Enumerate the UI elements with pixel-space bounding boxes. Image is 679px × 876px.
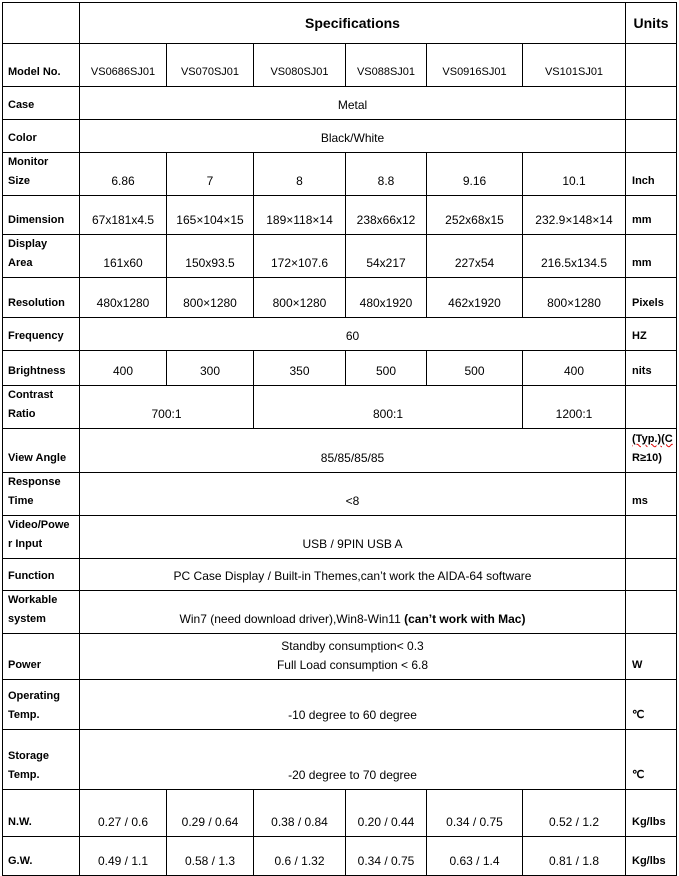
contrast-row (3, 386, 677, 429)
display-area-cell: 172×107.6 (254, 235, 346, 278)
unit-cell (626, 559, 677, 591)
monitor-size-unit: Inch (626, 153, 677, 196)
contrast-cell: 700:1 (80, 386, 254, 429)
unit-cell (626, 120, 677, 153)
operating-temp-unit: ℃ (626, 680, 677, 730)
video-power-value: USB / 9PIN USB A (80, 516, 626, 559)
resolution-cell: 480x1920 (346, 278, 427, 318)
function-value: PC Case Display / Built-in Themes,can’t work the AIDA-64 software (80, 559, 626, 591)
resolution-cell: 800×1280 (254, 278, 346, 318)
brightness-cell: 500 (427, 351, 523, 386)
gross-weight-cell: 0.49 / 1.1 (80, 837, 167, 876)
display-area-unit: mm (626, 235, 677, 278)
display-area-cell: 54x217 (346, 235, 427, 278)
brightness-row (3, 351, 677, 386)
power-row (3, 634, 677, 680)
brightness-cell: 300 (167, 351, 254, 386)
color-row (3, 120, 677, 153)
unit-cell (626, 591, 677, 634)
video-power-label: Video/Powe r Input (3, 516, 80, 559)
power-value: Standby consumption< 0.3 Full Load consumption < 6.8 (80, 634, 626, 680)
header-row (3, 3, 677, 44)
unit-cell (626, 87, 677, 120)
resolution-unit: Pixels (626, 278, 677, 318)
dimension-cell: 232.9×148×14 (523, 196, 626, 235)
display-area-row (3, 235, 677, 278)
power-label: Power (3, 634, 80, 680)
view-angle-label: View Angle (3, 429, 80, 473)
gross-weight-cell: 0.63 / 1.4 (427, 837, 523, 876)
model-cell: VS070SJ01 (167, 44, 254, 87)
brightness-label: Brightness (3, 351, 80, 386)
brightness-cell: 400 (523, 351, 626, 386)
dimension-cell: 189×118×14 (254, 196, 346, 235)
gross-weight-label: G.W. (3, 837, 80, 876)
model-cell: VS101SJ01 (523, 44, 626, 87)
frequency-value: 60 (80, 318, 626, 351)
dimension-cell: 165×104×15 (167, 196, 254, 235)
unit-cell (626, 386, 677, 429)
contrast-label: Contrast Ratio (3, 386, 80, 429)
contrast-cell: 800:1 (254, 386, 523, 429)
monitor-size-row (3, 153, 677, 196)
dimension-unit: mm (626, 196, 677, 235)
workable-row (3, 591, 677, 634)
net-weight-cell: 0.34 / 0.75 (427, 790, 523, 837)
display-area-cell: 227x54 (427, 235, 523, 278)
frequency-row (3, 318, 677, 351)
dimension-label: Dimension (3, 196, 80, 235)
frequency-unit: HZ (626, 318, 677, 351)
display-area-cell: 216.5x134.5 (523, 235, 626, 278)
storage-temp-unit: ℃ (626, 730, 677, 790)
video-power-row (3, 516, 677, 559)
net-weight-cell: 0.27 / 0.6 (80, 790, 167, 837)
corner-cell (3, 3, 80, 44)
resolution-cell: 462x1920 (427, 278, 523, 318)
response-value: <8 (80, 473, 626, 516)
display-area-cell: 150x93.5 (167, 235, 254, 278)
monitor-size-cell: 9.16 (427, 153, 523, 196)
dimension-cell: 238x66x12 (346, 196, 427, 235)
gross-weight-cell: 0.58 / 1.3 (167, 837, 254, 876)
specifications-heading: Specifications (80, 3, 626, 44)
net-weight-label: N.W. (3, 790, 80, 837)
color-value: Black/White (80, 120, 626, 153)
resolution-label: Resolution (3, 278, 80, 318)
dimension-row (3, 196, 677, 235)
response-label: Response Time (3, 473, 80, 516)
operating-temp-label: Operating Temp. (3, 680, 80, 730)
resolution-row (3, 278, 677, 318)
case-label: Case (3, 87, 80, 120)
contrast-cell: 1200:1 (523, 386, 626, 429)
case-value: Metal (80, 87, 626, 120)
function-row (3, 559, 677, 591)
resolution-cell: 480x1280 (80, 278, 167, 318)
operating-temp-row (3, 680, 677, 730)
unit-cell (626, 516, 677, 559)
operating-temp-value: -10 degree to 60 degree (80, 680, 626, 730)
gross-weight-cell: 0.6 / 1.32 (254, 837, 346, 876)
model-label: Model No. (3, 44, 80, 87)
view-angle-row (3, 429, 677, 473)
units-heading: Units (626, 3, 677, 44)
brightness-cell: 500 (346, 351, 427, 386)
frequency-label: Frequency (3, 318, 80, 351)
storage-temp-label: Storage Temp. (3, 730, 80, 790)
color-label: Color (3, 120, 80, 153)
net-weight-row (3, 790, 677, 837)
gross-weight-cell: 0.34 / 0.75 (346, 837, 427, 876)
workable-label: Workable system (3, 591, 80, 634)
dimension-cell: 252x68x15 (427, 196, 523, 235)
model-cell: VS088SJ01 (346, 44, 427, 87)
workable-value: Win7 (need download driver),Win8-Win11 (can’t work with Mac) (80, 591, 626, 634)
monitor-size-cell: 6.86 (80, 153, 167, 196)
monitor-size-cell: 7 (167, 153, 254, 196)
monitor-size-cell: 8.8 (346, 153, 427, 196)
display-area-label: Display Area (3, 235, 80, 278)
net-weight-cell: 0.52 / 1.2 (523, 790, 626, 837)
resolution-cell: 800×1280 (523, 278, 626, 318)
gross-weight-unit: Kg/lbs (626, 837, 677, 876)
storage-temp-value: -20 degree to 70 degree (80, 730, 626, 790)
monitor-size-cell: 10.1 (523, 153, 626, 196)
function-label: Function (3, 559, 80, 591)
view-angle-value: 85/85/85/85 (80, 429, 626, 473)
net-weight-cell: 0.29 / 0.64 (167, 790, 254, 837)
model-cell: VS080SJ01 (254, 44, 346, 87)
response-row (3, 473, 677, 516)
brightness-unit: nits (626, 351, 677, 386)
net-weight-unit: Kg/lbs (626, 790, 677, 837)
storage-temp-row (3, 730, 677, 790)
dimension-cell: 67x181x4.5 (80, 196, 167, 235)
monitor-size-cell: 8 (254, 153, 346, 196)
specifications-table (2, 2, 677, 876)
display-area-cell: 161x60 (80, 235, 167, 278)
brightness-cell: 350 (254, 351, 346, 386)
unit-cell (626, 44, 677, 87)
resolution-cell: 800×1280 (167, 278, 254, 318)
model-row (3, 44, 677, 87)
response-unit: ms (626, 473, 677, 516)
gross-weight-row (3, 837, 677, 876)
net-weight-cell: 0.38 / 0.84 (254, 790, 346, 837)
net-weight-cell: 0.20 / 0.44 (346, 790, 427, 837)
power-unit: W (626, 634, 677, 680)
monitor-size-label: Monitor Size (3, 153, 80, 196)
brightness-cell: 400 (80, 351, 167, 386)
case-row (3, 87, 677, 120)
model-cell: VS0916SJ01 (427, 44, 523, 87)
model-cell: VS0686SJ01 (80, 44, 167, 87)
gross-weight-cell: 0.81 / 1.8 (523, 837, 626, 876)
view-angle-unit: (Typ.)(C R≥10) (626, 429, 677, 473)
